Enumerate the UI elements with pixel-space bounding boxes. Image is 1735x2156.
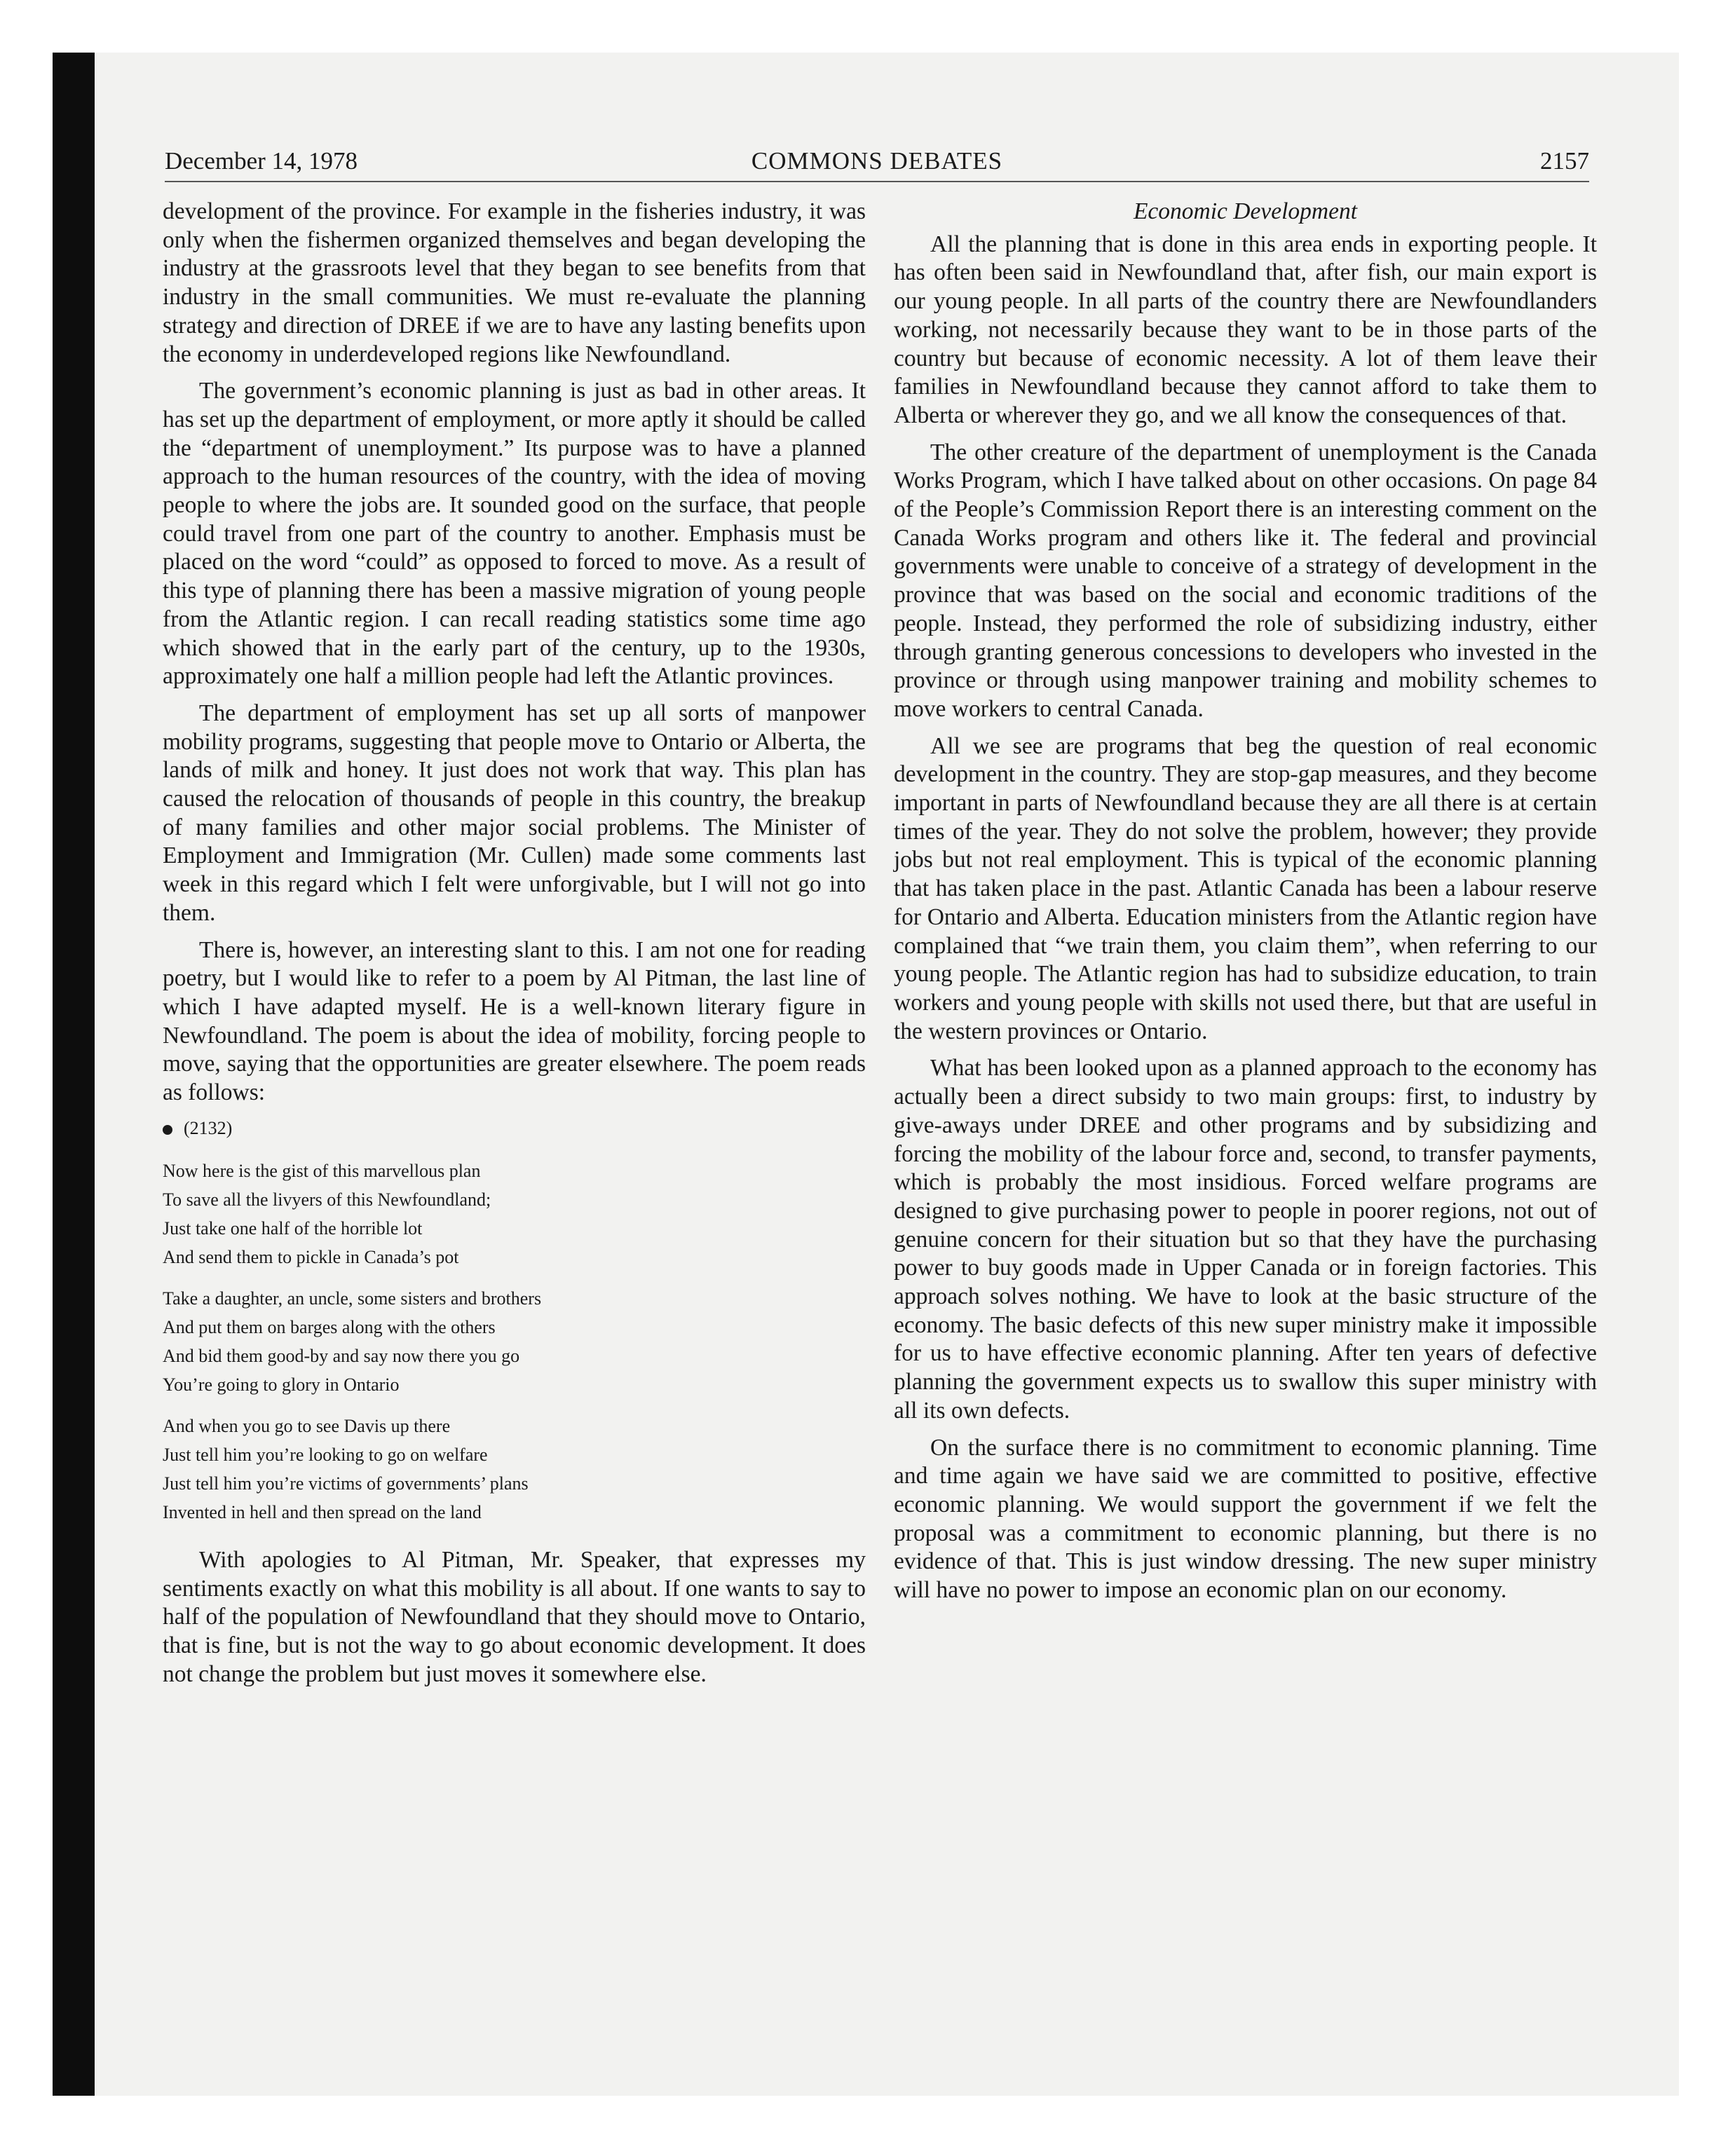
poem-line: Take a daughter, an uncle, some sisters and brothers xyxy=(163,1288,542,1309)
header-title: COMMONS DEBATES xyxy=(751,147,1003,175)
paragraph: The department of employment has set up all sorts of manpower mobility programs, suggesting that people move to Ontario or Alberta, the lands of milk and honey. It just does not work that way. This plan has caused the relocation of thousands of people in this country, the breakup of many families and other major social problems. The Minister of Employment and Immigration (Mr. Cullen) made some comments last week in this regard which I felt were unforgivable, but I will not go into them. xyxy=(163,700,866,926)
page-header xyxy=(165,144,1589,182)
paragraph: The government’s economic planning is just as bad in other areas. It has set up the department of employment, or more aptly it should be called the “department of unemployment.” Its purpose was to have a planned approach to the human resources of the country, with the idea of moving people to where the jobs are. It sounded good on the surface, that people could travel from one part of the country to another. Emphasis must be placed on the word “could” as opposed to forced to move. As a result of this type of planning there has been a massive migration of young people from the Atlantic region. I can recall reading statistics some time ago which showed that in the early part of the century, up to the 1930s, approximately one half a million people had left the Atlantic provinces. xyxy=(163,378,866,690)
poem-line: Now here is the gist of this marvellous plan xyxy=(163,1160,481,1181)
poem-stanza xyxy=(163,1412,866,1527)
poem-line: You’re going to glory in Ontario xyxy=(163,1374,400,1395)
poem-line: And when you go to see Davis up there xyxy=(163,1415,451,1436)
left-column xyxy=(163,198,866,1697)
poem-line: And send them to pickle in Canada’s pot xyxy=(163,1246,459,1267)
poem-stanza xyxy=(163,1284,866,1399)
section-heading: Economic Development xyxy=(1133,198,1358,224)
poem-line: And put them on barges along with the others xyxy=(163,1316,496,1337)
paragraph: With apologies to Al Pitman, Mr. Speaker, that expresses my sentiments exactly on what this mobility is all about. If one wants to say to half of the population of Newfoundland that they should move to Ontario, that is fine, but is not the way to go about economic development. It does not change the problem but just moves it somewhere else. xyxy=(163,1546,866,1687)
paragraph: All we see are programs that beg the question of real economic development in the country. They are stop-gap measures, and they become important in parts of Newfoundland because they are all there is at certain times of the year. They do not solve the problem, however; they provide jobs but not real employment. This is typical of the economic planning that has taken place in the past. Atlantic Canada has been a labour reserve for Ontario and Alberta. Education ministers from the Atlantic region have complained that “we train them, you claim them”, when referring to our young people. The Atlantic region has had to subsidize education, to train workers and young people with skills not used there, but that are useful in the western provinces or Ontario. xyxy=(894,732,1597,1044)
header-date: December 14, 1978 xyxy=(165,147,358,175)
scan-edge-bar xyxy=(53,53,95,2096)
poem-line: To save all the livyers of this Newfoundland; xyxy=(163,1189,491,1210)
paragraph: The other creature of the department of unemployment is the Canada Works Program, which I have talked about on other occasions. On page 84 of the People’s Commission Report there is an interesting comment on the Canada Works program and others like it. The federal and provincial governments were unable to conceive of a strategy of development in the province that was based on the social and economic traditions of the people. Instead, they performed the role of subsidizing industry, either through granting generous concessions to developers who invested in the province or through using manpower training and mobility schemes to move workers to central Canada. xyxy=(894,439,1597,722)
paragraph: There is, however, an interesting slant to this. I am not one for reading poetry, but I would like to refer to a poem by Al Pitman, the last line of which I have adapted myself. He is a well-known literary figure in Newfoundland. The poem is about the idea of mobility, forcing people to move, saying that the opportunities are greater elsewhere. The poem reads as follows: xyxy=(163,936,866,1106)
time-marker xyxy=(163,1116,866,1141)
poem xyxy=(163,1157,866,1527)
paragraph: All the planning that is done in this area ends in exporting people. It has often been said in Newfoundland that, after fish, our main export is our young people. In all parts of the country there are Newfoundlanders working, not necessarily because they want to be in those parts of the country but because of economic necessity. A lot of them leave their families in Newfoundland because they cannot afford to take them to Alberta or wherever they go, and we all know the consequences of that. xyxy=(894,231,1597,428)
poem-line: Just tell him you’re victims of governments’ plans xyxy=(163,1473,529,1494)
time-marker-text: (2132) xyxy=(184,1117,233,1138)
right-column xyxy=(894,198,1597,1613)
poem-line: Just tell him you’re looking to go on welfare xyxy=(163,1444,488,1465)
bullet-icon xyxy=(163,1125,172,1135)
poem-line: Just take one half of the horrible lot xyxy=(163,1217,423,1239)
header-page-number: 2157 xyxy=(1540,147,1589,175)
paragraph: development of the province. For example in the fisheries industry, it was only when the fishermen organized themselves and began developing the industry at the grassroots level that they began to see benefits from that industry in the small communities. We must re-evaluate the planning strategy and direction of DREE if we are to have any lasting benefits upon the economy in underdeveloped regions like Newfoundland. xyxy=(163,198,866,367)
paragraph: On the surface there is no commitment to economic planning. Time and time again we have said we are committed to positive, effective economic planning. We would support the government if we felt the proposal was a commitment to economic planning, but there is no evidence of that. This is just window dressing. The new super ministry will have no power to impose an economic plan on our economy. xyxy=(894,1434,1597,1604)
poem-line: Invented in hell and then spread on the land xyxy=(163,1501,482,1522)
poem-line: And bid them good-by and say now there you go xyxy=(163,1345,520,1366)
poem-stanza xyxy=(163,1157,866,1271)
paragraph: What has been looked upon as a planned approach to the economy has actually been a direct subsidy to two main groups: first, to industry by give-aways under DREE and other programs and by subsidizing and forcing the mobility of the labour force and, second, to transfer payments, which is probably the most insidious. Forced welfare programs are designed to give purchasing power to people in poorer regions, not out of genuine concern for their situation but so that they have the purchasing power to buy goods made in Upper Canada or in foreign factories. This approach solves nothing. We have to look at the basic structure of the economy. The basic defects of this new super ministry make it impossible for us to have effective economic planning. After ten years of defective planning the government expects us to swallow this super ministry with all its own defects. xyxy=(894,1055,1597,1424)
